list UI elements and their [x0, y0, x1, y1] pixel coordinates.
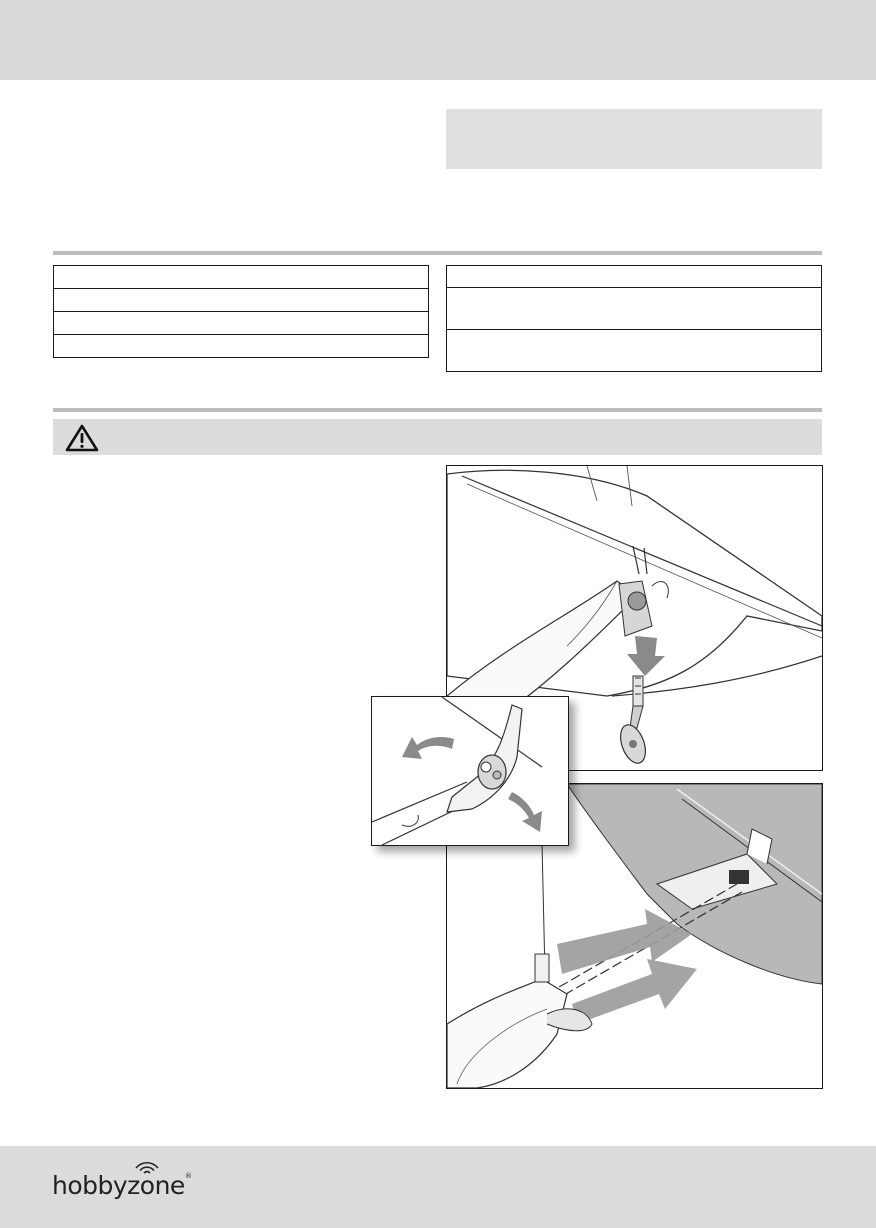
table-row — [54, 312, 429, 335]
callout-inset-bracket — [371, 696, 569, 846]
header-band — [0, 0, 876, 80]
section-divider-warning — [53, 408, 822, 412]
section-divider-specs — [53, 251, 822, 255]
table-row — [447, 330, 822, 372]
warning-triangle-icon — [65, 424, 99, 452]
table-row — [54, 289, 429, 312]
table-row — [447, 288, 822, 330]
table-row — [447, 266, 822, 288]
hobbyzone-logo — [52, 1160, 202, 1200]
spec-table-left — [53, 265, 429, 358]
table-row — [54, 335, 429, 358]
spec-table-right — [446, 265, 822, 372]
tail-wheel-bracket-detail — [372, 697, 568, 845]
warning-bar — [53, 419, 822, 455]
logo-wordmark: hobbyzone® — [52, 1171, 192, 1200]
note-box — [446, 109, 822, 169]
table-row — [54, 266, 429, 289]
